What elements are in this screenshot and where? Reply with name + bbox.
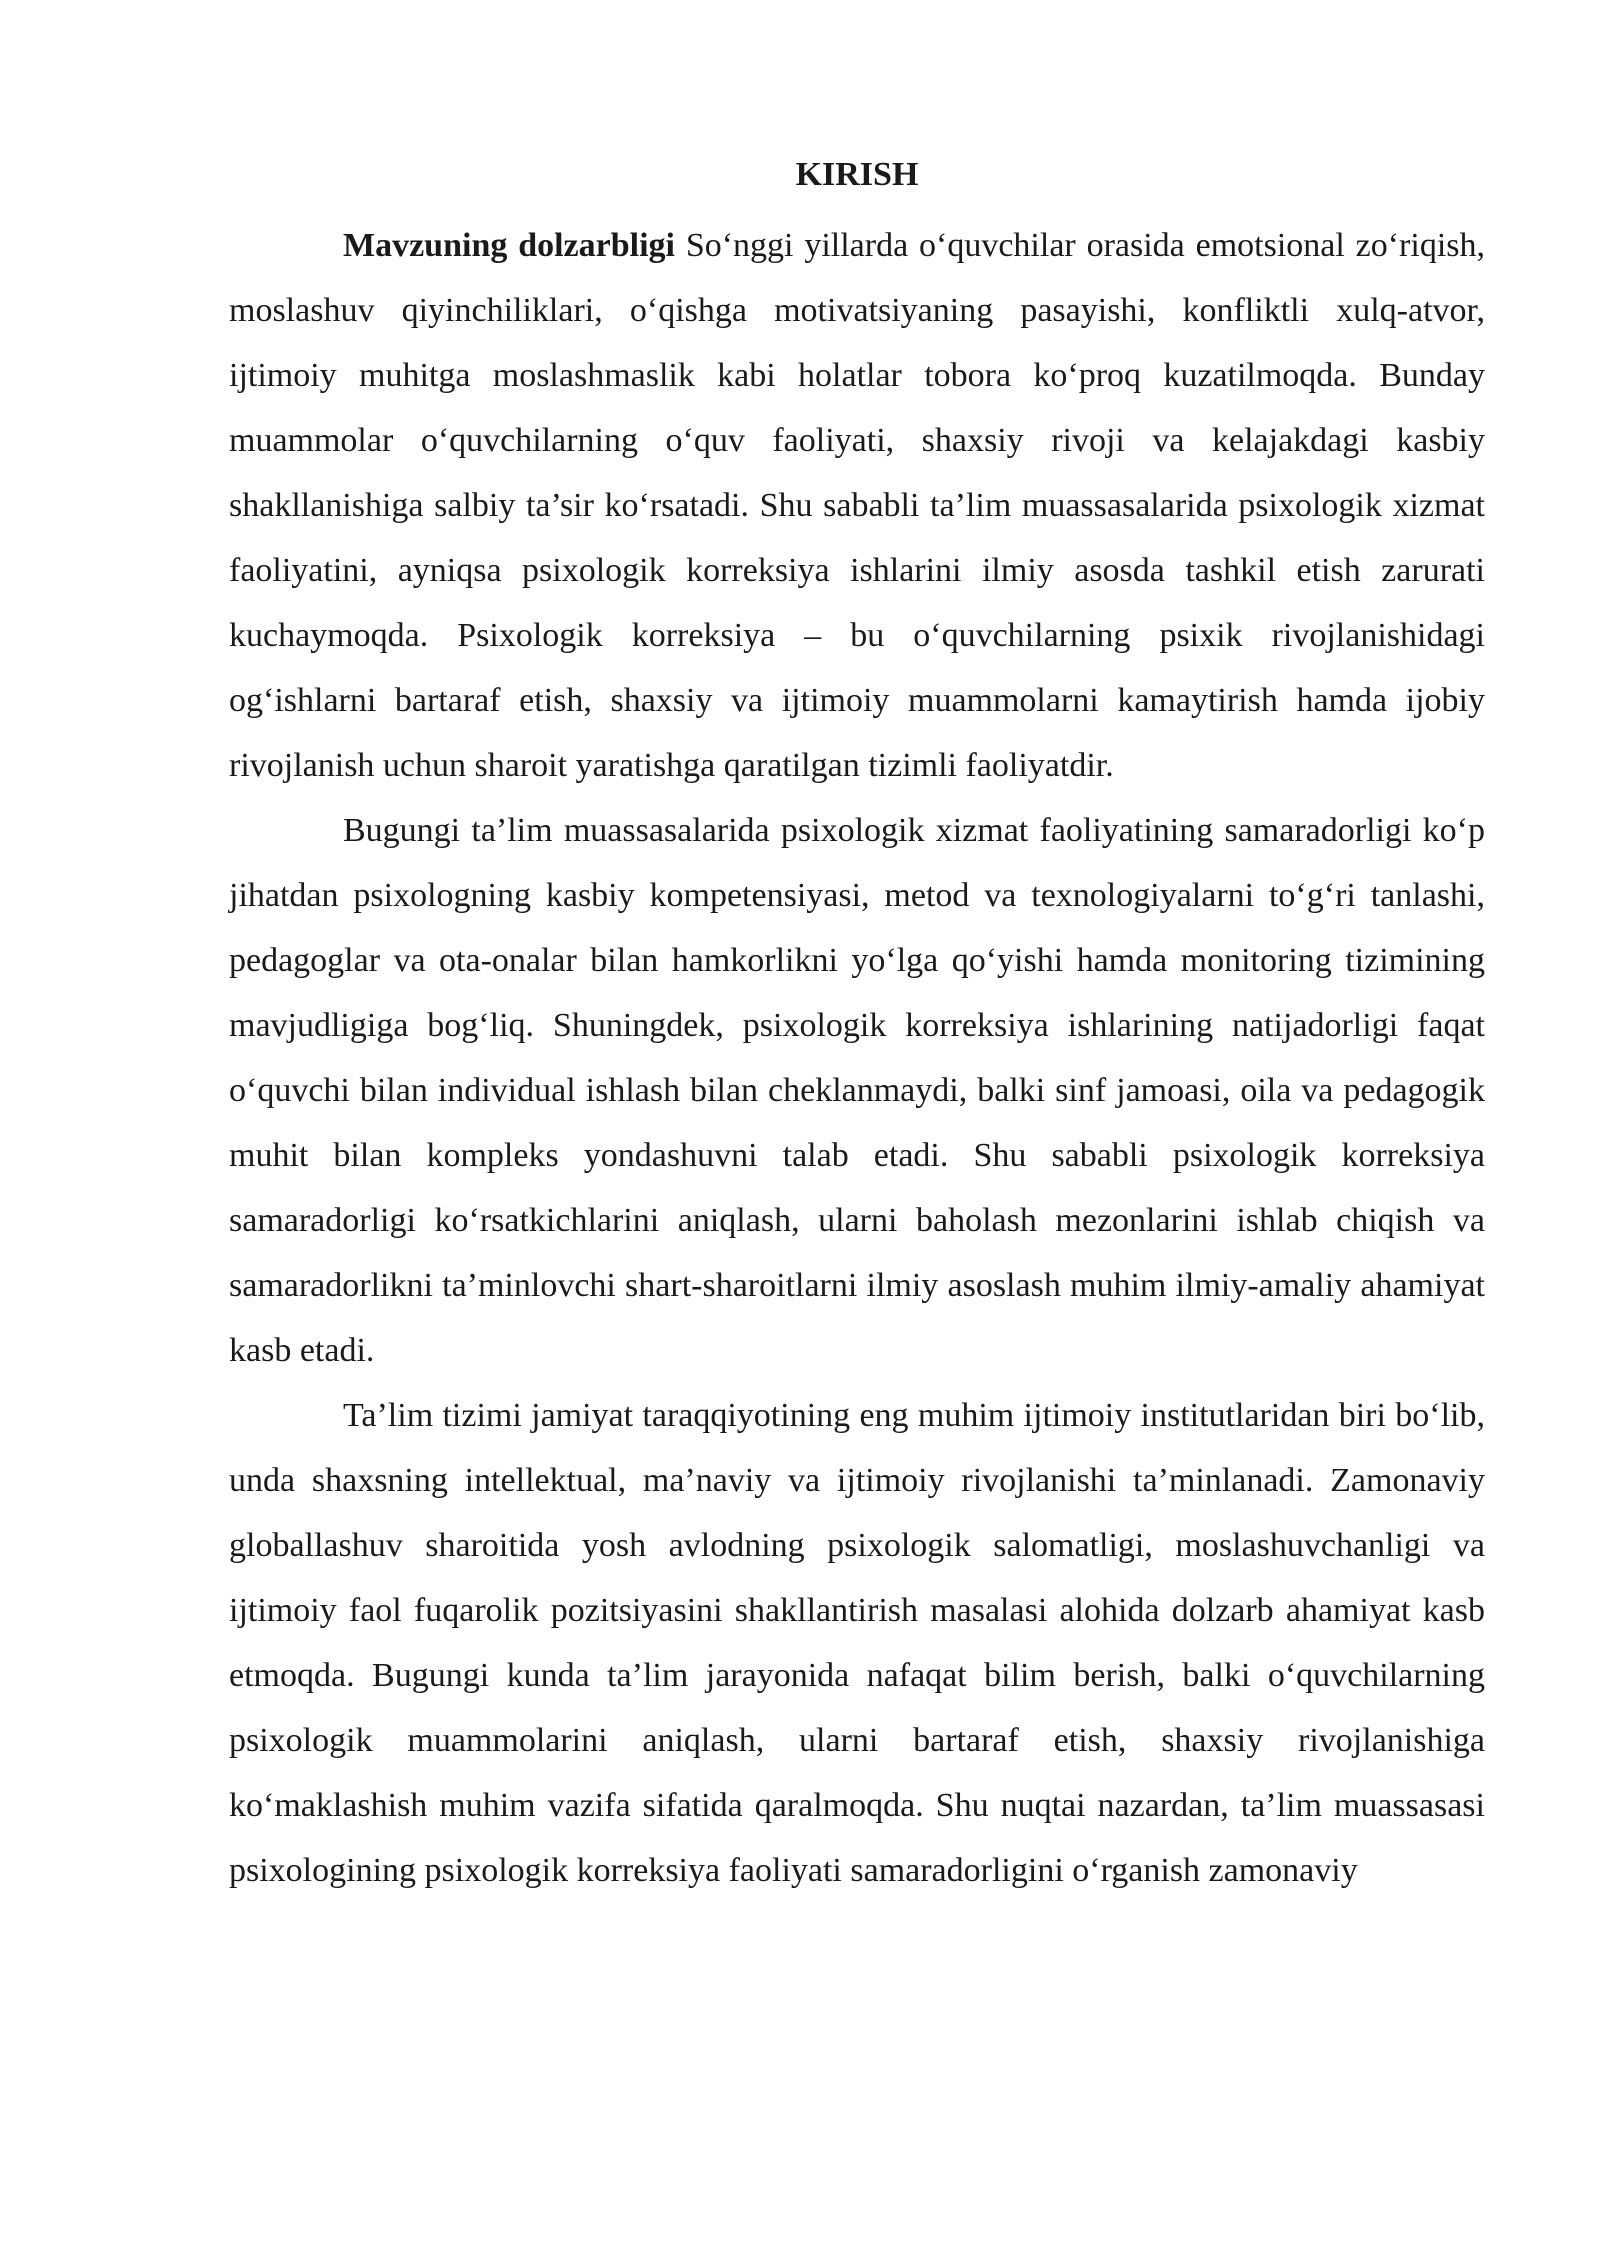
paragraph-text: So‘nggi yillarda o‘quvchilar orasida emotsional zo‘riqish, moslashuv qiyinchiliklari, o‘qishga motivatsiyaning pasayishi, konfliktli xulq-atvor, ijtimoiy muhitga moslashmaslik kabi holatlar tobora ko‘proq kuzatilmoqda. Bunday muammolar o‘quvchilarning o‘quv faoliyati, shaxsiy rivoji va kelajakdagi kasbiy shakllanishiga salbiy ta’sir ko‘rsatadi. Shu sababli ta’lim muassasalarida psixologik xizmat faoliyatini, ayniqsa psixologik korreksiya ishlarini ilmiy asosda tashkil etish zarurati kuchaymoqda. Psixologik korreksiya – bu o‘quvchilarning psixik rivojlanishidagi og‘ishlarni bartaraf etish, shaxsiy va ijtimoiy muammolarni kamaytirish hamda ijobiy rivojlanish uchun sharoit yaratishga qaratilgan tizimli faoliyatdir.	[229, 227, 1485, 784]
section-heading: KIRISH	[795, 156, 919, 193]
paragraph-education-system: Ta’lim tizimi jamiyat taraqqiyotining eng muhim ijtimoiy institutlaridan biri bo‘lib, unda shaxsning intellektual, ma’naviy va ijtimoiy rivojlanishi ta’minlanadi. Zamonaviy globallashuv sharoitida yosh avlodning psixologik salomatligi, moslashuvchanligi va ijtimoiy faol fuqarolik pozitsiyasini shakllantirish masalasi alohida dolzarb ahamiyat kasb etmoqda. Bugungi kunda ta’lim jarayonida nafaqat bilim berish, balki o‘quvchilarning psixologik muammolarini aniqlash, ularni bartaraf etish, shaxsiy rivojlanishiga ko‘maklashish muhim vazifa sifatida qaralmoqda. Shu nuqtai nazardan, ta’lim muassasasi psixologining psixologik korreksiya faoliyati samaradorligini o‘rganish zamonaviy	[229, 1397, 1485, 1889]
paragraph-lead: Mavzuning dolzarbligi	[343, 227, 675, 264]
paragraph-effectiveness: Bugungi ta’lim muassasalarida psixologik xizmat faoliyatining samaradorligi ko‘p jihatdan psixologning kasbiy kompetensiyasi, metod va texnologiyalarni to‘g‘ri tanlashi, pedagoglar va ota-onalar bilan hamkorlikni yo‘lga qo‘yishi hamda monitoring tizimining mavjudligiga bog‘liq. Shuningdek, psixologik korreksiya ishlarining natijadorligi faqat o‘quvchi bilan individual ishlash bilan cheklanmaydi, balki sinf jamoasi, oila va pedagogik muhit bilan kompleks yondashuvni talab etadi. Shu sababli psixologik korreksiya samaradorligi ko‘rsatkichlarini aniqlash, ularni baholash mezonlarini ishlab chiqish va samaradorlikni ta’minlovchi shart-sharoitlarni ilmiy asoslash muhim ilmiy-amaliy ahamiyat kasb etadi.	[229, 812, 1485, 1369]
paragraph-relevance	[229, 213, 1485, 798]
document-body	[229, 148, 1485, 1903]
